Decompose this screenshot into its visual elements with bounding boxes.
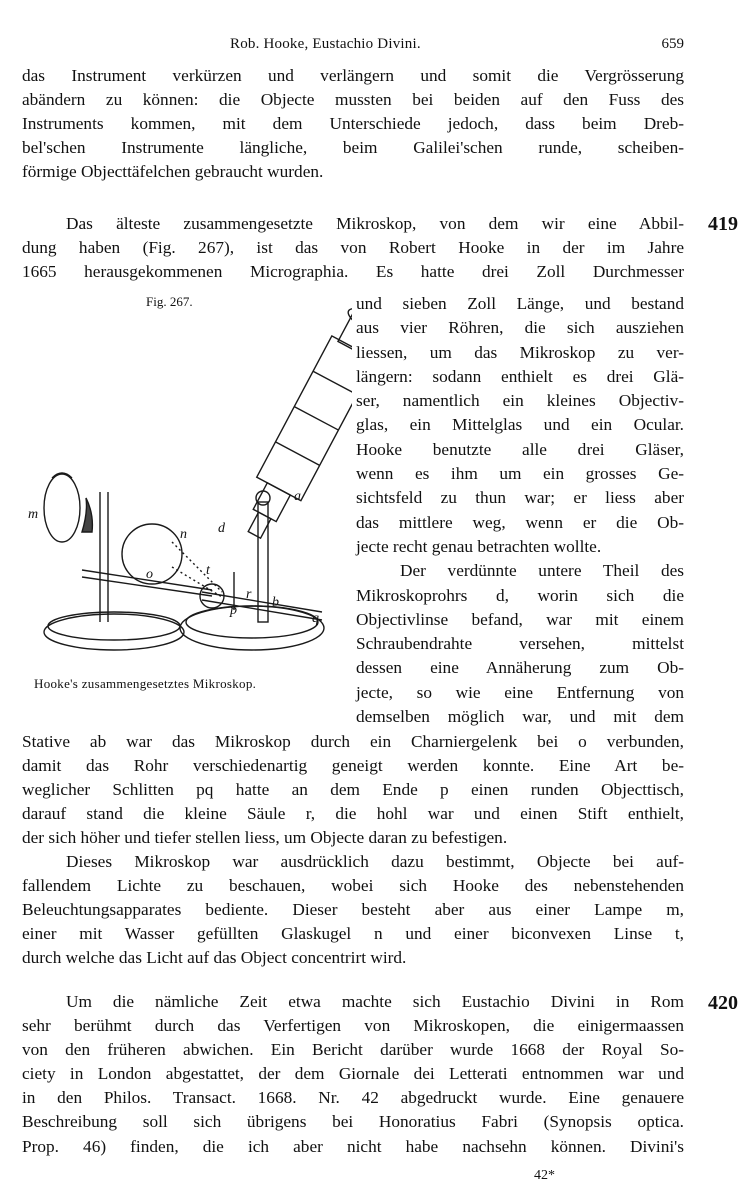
text-line: 1665 herausgekommenen Micrographia. Es hatte drei Zoll Durchmesser	[22, 262, 684, 282]
figure-letter-q: q	[312, 611, 319, 626]
text-line: Das älteste zusammengesetzte Mikroskop, von dem wir eine Abbil-	[66, 214, 684, 233]
figure-letter-a: a	[294, 489, 301, 504]
text-line: sichtsfeld zu thun war; er liess aber	[356, 488, 684, 508]
text-line: der sich höher und tiefer stellen liess, um Objecte daran zu befestigen.	[22, 828, 508, 848]
text-line: Schraubendrahte versehen, mittelst	[356, 634, 684, 654]
paragraph-2-top	[22, 212, 684, 284]
text-line: glas, ein Mittelglas und ein Ocular.	[356, 415, 684, 435]
margin-number-420: 420	[708, 992, 738, 1014]
text-line: jecte recht genau betrachten wollte.	[356, 536, 602, 556]
text-line: liessen, um das Mikroskop zu ver-	[356, 342, 684, 362]
figure-label: Fig. 267.	[146, 294, 193, 309]
page-header	[22, 36, 684, 58]
running-title: Rob. Hooke, Eustachio Divini.	[230, 36, 421, 52]
text-line: durch welche das Licht auf das Object concentrirt wird.	[22, 948, 407, 968]
paragraph-4	[22, 990, 684, 1159]
text-line: Dieses Mikroskop war ausdrücklich dazu bestimmt, Objecte bei auf-	[66, 852, 684, 871]
figure-letter-p: p	[230, 603, 237, 618]
figure-letter-n: n	[180, 527, 187, 542]
figure-caption: Hooke's zusammengesetztes Mikroskop.	[34, 676, 257, 691]
text-line: sehr berühmt durch das Verfertigen von Mikroskopen, die einigermaassen	[22, 1016, 684, 1036]
figure-letter-b: b	[272, 595, 279, 610]
text-line: darauf stand die kleine Säule r, die hohl war und einen Stift enthielt,	[22, 804, 684, 824]
text-line: damit das Rohr verschiedenartig geneigt werden konnte. Eine Art be-	[22, 756, 684, 776]
text-line: einer mit Wasser gefüllten Glaskugel n und einer biconvexen Linse t,	[22, 924, 684, 944]
text-line: ciety in London abgestattet, der dem Giornale dei Letterati entnommen war und	[22, 1064, 684, 1084]
figure-letter-d: d	[218, 521, 225, 536]
text-line: Beschreibung soll sich übrigens bei Honoratius Fabri (Synopsis optica.	[22, 1112, 684, 1132]
text-line: Stative ab war das Mikroskop durch ein Charniergelenk bei o verbunden,	[22, 732, 684, 751]
text-line: fallendem Lichte zu beschauen, wobei sich Hooke des nebenstehenden	[22, 876, 684, 896]
margin-number-419: 419	[708, 213, 738, 235]
text-line: Objectivlinse befand, war mit einem	[356, 609, 684, 629]
text-line: in den Philos. Transact. 1668. Nr. 42 abgedruckt wurde. Eine genauere	[22, 1088, 684, 1108]
text-line: Mikroskoprohrs d, worin sich die	[356, 585, 684, 605]
text-line: Der verdünnte untere Theil des	[400, 561, 684, 581]
text-line: längern: sodann enthielt es drei Glä-	[356, 366, 684, 386]
paragraph-2-wrap	[356, 292, 684, 729]
text-line: Instruments kommen, mit dem Unterschiede jedoch, dass beim Dreb-	[22, 114, 684, 134]
text-line: das mittlere weg, wenn er die Ob-	[356, 512, 684, 532]
text-line: Um die nämliche Zeit etwa machte sich Eustachio Divini in Rom	[66, 992, 684, 1011]
text-line: bel'schen Instrumente längliche, beim Galilei'schen runde, scheiben-	[22, 138, 684, 158]
page-number: 659	[661, 36, 684, 52]
text-line: ser, namentlich ein kleines Objectiv-	[356, 391, 684, 411]
paragraph-2-bottom	[22, 730, 684, 850]
text-line: abändern zu können: die Objecte mussten bei beiden auf den Fuss des	[22, 90, 684, 110]
signature-mark: 42*	[534, 1168, 555, 1183]
text-line: Hooke benutzte alle drei Gläser,	[356, 439, 684, 459]
text-line: das Instrument verkürzen und verlängern und somit die Vergrösserung	[22, 66, 684, 85]
text-line: förmige Objecttäfelchen gebraucht wurden.	[22, 162, 324, 182]
figure-267	[22, 292, 352, 692]
text-line: jecte, so wie eine Entfernung von	[356, 682, 684, 702]
text-line: Beleuchtungsapparates bediente. Dieser besteht aber aus einer Lampe m,	[22, 900, 684, 920]
figure-letter-t: t	[206, 563, 210, 578]
text-line: demselben möglich war, und mit dem	[356, 707, 684, 727]
text-line: Prop. 46) finden, die ich aber nicht habe nachsehn können. Divini's	[22, 1136, 684, 1156]
paragraph-1	[22, 64, 684, 184]
text-line: dung haben (Fig. 267), ist das von Robert Hooke in der im Jahre	[22, 238, 684, 258]
microscope-illustration	[22, 292, 352, 672]
text-line: von den früheren abwichen. Ein Bericht darüber wurde 1668 der Royal So-	[22, 1040, 684, 1060]
figure-letter-m: m	[28, 507, 39, 522]
figure-letter-r: r	[246, 587, 252, 602]
figure-letter-o: o	[146, 567, 153, 582]
text-line: und sieben Zoll Länge, und bestand	[356, 294, 684, 313]
text-line: aus vier Röhren, die sich ausziehen	[356, 318, 684, 338]
text-line: wenn es ihm um ein grosses Ge-	[356, 464, 684, 484]
text-line: weglicher Schlitten pq hatte an dem Ende p einen runden Objecttisch,	[22, 780, 684, 800]
text-line: dessen eine Annäherung zum Ob-	[356, 658, 684, 678]
paragraph-3	[22, 850, 684, 970]
